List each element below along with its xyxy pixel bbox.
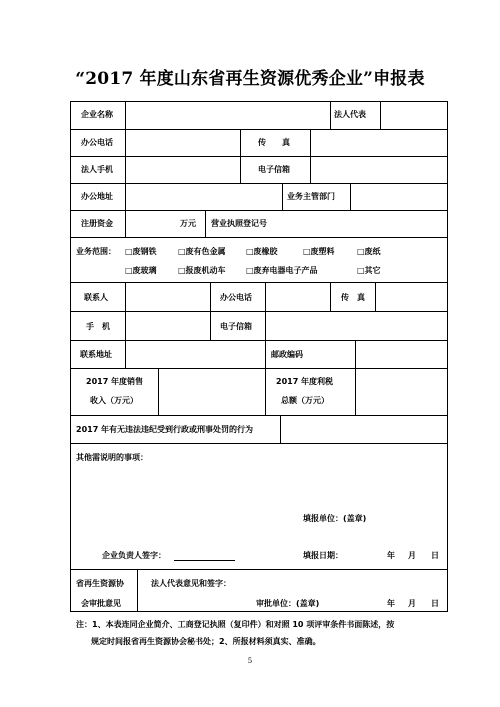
competent-department-field[interactable] [352,185,446,209]
scope-option-nonferrous[interactable]: □废有色金属 [178,247,226,256]
col-divider [355,340,356,368]
office-phone-label: 办公电话 [81,138,113,147]
scope-option-scrap-steel[interactable]: □废钢铁 [125,247,157,256]
col-divider [125,101,126,237]
col-divider [282,183,283,210]
sales-revenue-field[interactable] [160,370,263,413]
scope-option-rubber[interactable]: □废橡胶 [246,247,278,256]
row-divider [70,210,448,211]
contact-address-label: 联系地址 [80,350,112,359]
page-number: 5 [247,657,253,665]
row-divider [70,569,448,570]
row-divider [70,415,448,416]
col-divider [265,311,266,340]
contact-mobile-field[interactable] [127,313,208,338]
row-divider [70,443,448,444]
scope-option-paper[interactable]: □废纸 [357,247,381,256]
col-divider [125,282,126,368]
association-review-label-line1: 省再生资源协 [76,579,124,588]
contact-fax-label: 传 真 [341,293,365,302]
col-divider [330,282,331,311]
footnote-line1: 注：1、本表连同企业简介、工商登记执照（复印件）和对照 10 项评审条件书面陈述，按 [76,620,395,629]
fill-date-year: 年 [387,551,395,560]
fax-label: 传 真 [258,138,290,147]
office-address-field[interactable] [127,185,280,209]
fill-date-label: 填报日期： [303,551,343,560]
legal-representative-field[interactable] [382,103,446,127]
tax-label-line1: 2017 年度利税 [276,377,334,386]
contact-fax-field[interactable] [377,284,446,309]
filler-unit-seal: 填报单位：(盖章) [303,514,367,523]
fill-date-day: 日 [431,551,439,560]
col-divider [265,282,266,311]
company-name-field[interactable] [127,103,328,127]
row-divider [70,183,448,184]
contact-email-label: 电子信箱 [220,322,252,331]
legal-mobile-field[interactable] [127,158,238,182]
col-divider [310,129,311,183]
signature-line[interactable] [174,560,235,561]
other-matters-label: 其他需说明的事项： [76,453,148,462]
col-divider [210,282,211,340]
responsible-person-signature-label: 企业负责人签字： [102,551,166,560]
sales-label-line2: 收入（万元） [90,396,138,405]
contact-person-field[interactable] [127,284,208,309]
row-divider [70,368,448,369]
email-label: 电子信箱 [258,165,290,174]
legal-rep-opinion-label: 法人代表意见和签字： [151,579,231,588]
company-name-label: 企业名称 [81,110,113,119]
scope-option-plastic[interactable]: □废塑料 [303,247,335,256]
contact-person-label: 联系人 [84,293,108,302]
business-scope-label: 业务范围： [76,247,116,256]
form-title: “2017 年度山东省再生资源优秀企业”申报表 [75,69,425,89]
review-date-day: 日 [431,599,439,608]
col-divider [265,340,266,368]
scope-option-other[interactable]: □其它 [357,266,381,275]
competent-department-label: 业务主管部门 [287,192,335,201]
contact-address-field[interactable] [127,342,263,366]
col-divider [137,569,138,612]
postcode-label: 邮政编码 [271,350,303,359]
scope-option-vehicles[interactable]: □报废机动车 [178,266,226,275]
col-divider [355,368,356,415]
violation-answer-field[interactable] [282,417,446,441]
legal-representative-label: 法人代表 [334,110,366,119]
registered-capital-label: 注册资金 [81,219,113,228]
association-review-label-line2: 会审批意见 [81,599,121,608]
registered-capital-field[interactable] [127,212,177,236]
fax-field[interactable] [312,131,446,155]
other-matters-field[interactable] [76,466,442,506]
scope-option-electronics[interactable]: □废弃电器电子产品 [246,266,318,275]
violation-question-label: 2017 年有无违法违纪受到行政或刑事处罚的行为 [76,425,254,434]
business-license-label: 营业执照登记号 [211,219,267,228]
email-field[interactable] [312,158,446,182]
col-divider [350,183,351,210]
col-divider [375,282,376,311]
contact-office-phone-label: 办公电话 [220,293,252,302]
col-divider [265,368,266,415]
contact-email-field[interactable] [267,313,446,338]
approval-unit-seal: 审批单位：(盖章) [256,599,320,608]
col-divider [280,415,281,443]
row-divider [70,156,448,157]
col-divider [240,129,241,183]
col-divider [205,210,206,237]
postcode-field[interactable] [357,342,446,366]
legal-mobile-label: 法人手机 [81,165,113,174]
row-divider [70,311,448,312]
tax-total-field[interactable] [357,370,446,413]
row-divider [70,129,448,130]
review-date-month: 月 [408,599,416,608]
office-phone-field[interactable] [127,131,238,155]
col-divider [158,368,159,415]
col-divider [380,101,381,129]
row-divider [70,282,448,283]
review-date-year: 年 [387,599,395,608]
capital-unit: 万元 [180,219,196,228]
footnote-line2: 规定时间报省再生资源协会秘书处；2、所报材料须真实、准确。 [91,637,321,646]
tax-label-line2: 总额（万元） [281,396,329,405]
col-divider [330,101,331,129]
office-address-label: 办公地址 [81,192,113,201]
contact-office-phone-field[interactable] [267,284,328,309]
row-divider [70,237,448,238]
row-divider [70,340,448,341]
business-license-field[interactable] [290,212,446,236]
fill-date-month: 月 [408,551,416,560]
sales-label-line1: 2017 年度销售 [86,377,144,386]
scope-option-glass[interactable]: □废玻璃 [125,266,157,275]
contact-mobile-label: 手 机 [86,322,110,331]
